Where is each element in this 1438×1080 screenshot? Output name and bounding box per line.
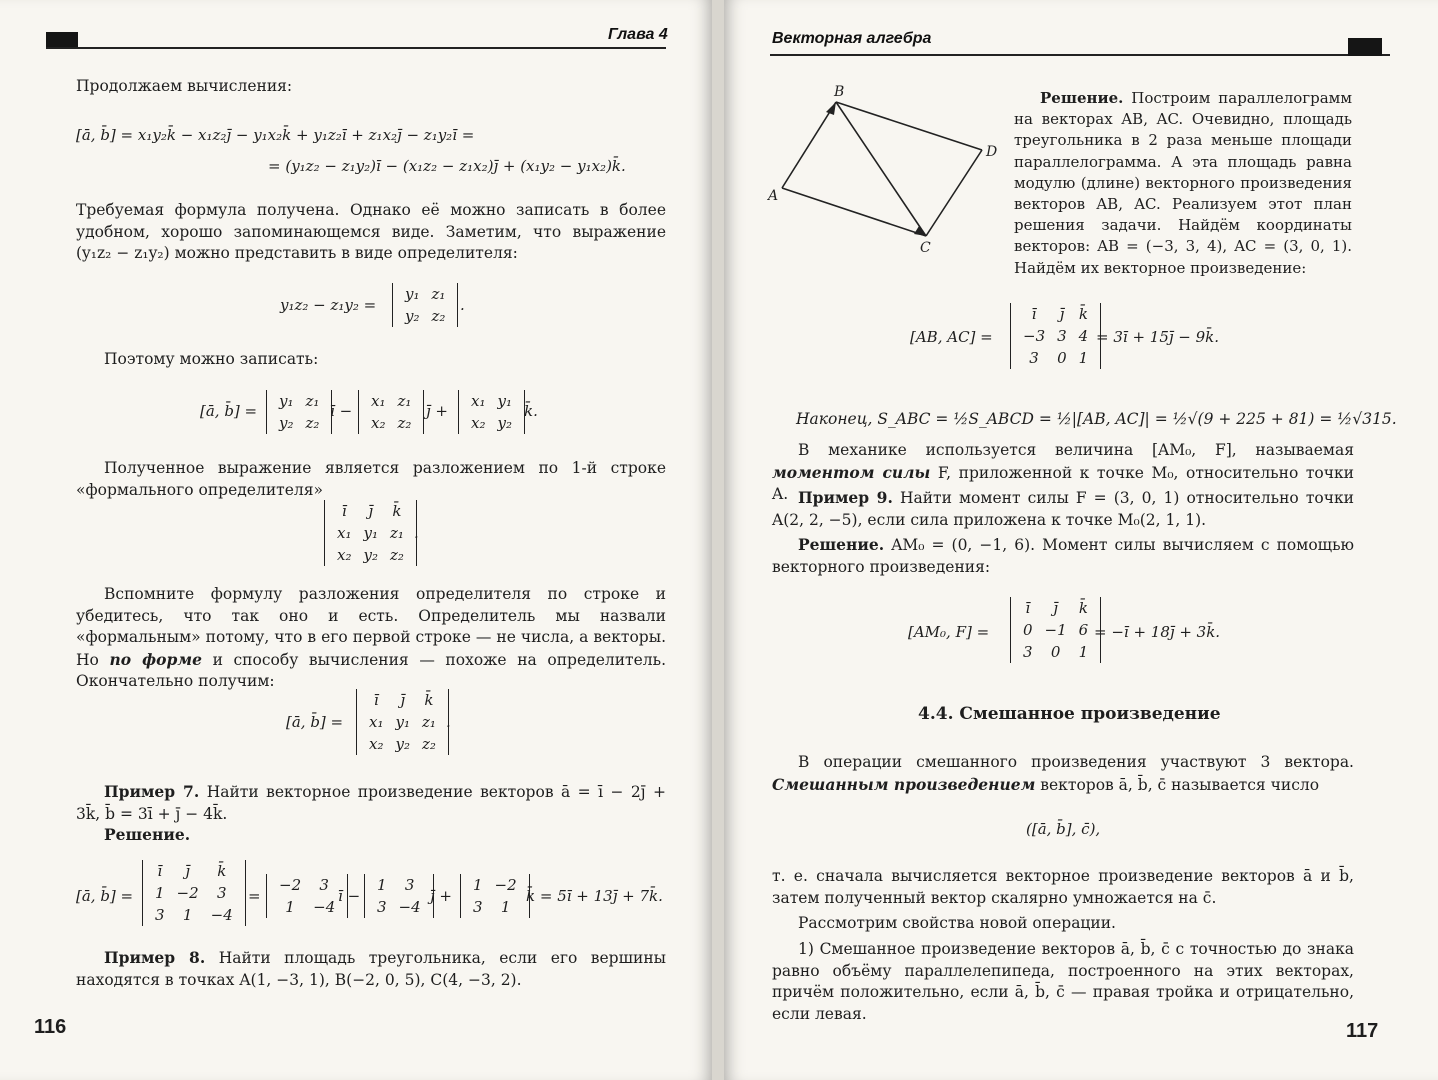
det-cell: y₁: [279, 392, 294, 410]
paragraph-example-8: [76, 947, 666, 991]
equation-5-j: j̄ +: [430, 887, 452, 905]
moment-emphasis: моментом силы: [772, 462, 931, 482]
det-cell: −4: [210, 906, 233, 924]
equation-4-lhs: [ā, b̄] =: [286, 713, 344, 731]
det-cell: y₁: [395, 713, 410, 731]
det-cell: x₁: [471, 392, 486, 410]
recall-text-1: Вспомните формулу разложения определителя по строке и убедитесь, что так оно и есть. Определитель мы назвали «формальным» потому, что в его первой строке — не числа, а векторы. Но: [76, 585, 666, 669]
det-cell: x₁: [369, 713, 384, 731]
edge-bd: [836, 102, 982, 150]
det-cell: j̄: [400, 691, 406, 709]
det-cell: x₂: [369, 735, 384, 753]
determinant-table: [149, 860, 239, 926]
determinant-minor-2: [358, 390, 424, 434]
det-cell: y₂: [279, 414, 294, 432]
det-cell: −4: [313, 898, 336, 916]
det-cell: z₂: [397, 414, 412, 432]
det-cell: −4: [398, 898, 421, 916]
header-marker-right: [1348, 38, 1382, 56]
det-cell: 1: [500, 898, 511, 916]
det-cell: 3: [377, 898, 387, 916]
example-8-text: Найти площадь треугольника, если его вершины находятся в точках A(1, −3, 1), B(−2, 0, 5), C(4, −3, 2).: [76, 949, 666, 989]
det-cell: 1: [1078, 349, 1089, 367]
det-cell: z₂: [431, 307, 446, 325]
det-cell: j̄: [185, 862, 190, 880]
determinant-minor-1: [266, 390, 332, 434]
example-9-text: Найти момент силы F = (3, 0, 1) относительно точки A(2, 2, −5), если сила приложена к точке M₀(2, 1, 1).: [772, 489, 1354, 529]
page-number-left: 116: [34, 1016, 67, 1038]
det-cell: 0: [1023, 621, 1033, 639]
edge-ab: [782, 102, 836, 188]
equation-cross-lhs: [AB, AC] =: [910, 328, 993, 346]
det-cell: 0: [1057, 349, 1067, 367]
equation-moment-lhs: [AM₀, F] =: [908, 623, 990, 641]
equation-5-result: k̄ = 5ī + 13j̄ + 7k̄.: [526, 887, 663, 905]
paragraph-recall: [76, 584, 666, 693]
paragraph-formula: Требуемая формула получена. Однако её можно записать в более удобном, хорошо запоминающемся виде. Заметим, что выражение (y₁z₂ − z₁y₂) можно представить в виде определителя:: [76, 201, 666, 262]
recall-text-2: и способу вычисления — похоже на определитель. Окончательно получим:: [76, 650, 666, 690]
parallelogram-diagram: [764, 82, 1014, 262]
det-cell: k̄: [1078, 305, 1088, 323]
det-cell: 3: [1023, 643, 1033, 661]
equation-1-line-2: = (y₁z₂ − z₁y₂)ī − (x₁z₂ − z₁x₂)j̄ + (x₁y₂ − y₁x₂)k̄.: [268, 157, 626, 175]
det-cell: 4: [1078, 327, 1089, 345]
det-cell: z₁: [431, 285, 446, 303]
equation-5-eq: =: [248, 887, 261, 905]
section-title: 4.4. Смешанное произведение: [918, 704, 1221, 724]
det-cell: z₁: [389, 524, 404, 542]
det-cell: −2: [176, 884, 199, 902]
det-cell: j̄: [368, 502, 374, 520]
det-cell: z₁: [421, 713, 436, 731]
edge-dc: [926, 150, 982, 236]
det-cell: 1: [1078, 643, 1089, 661]
det-cell: 1: [285, 898, 295, 916]
det-cell: ī: [1031, 305, 1037, 323]
determinant-moment: [1010, 597, 1101, 663]
paragraph-solution-8: [1014, 88, 1352, 279]
det-cell: z₂: [421, 735, 436, 753]
determinant-table: [465, 390, 518, 434]
det-cell: 1: [473, 876, 483, 894]
mixed-formula: ([ā, b̄], c̄),: [1026, 820, 1101, 838]
det-cell: x₂: [471, 414, 486, 432]
moment-text-2: F, приложенной к точке M₀, относительно точки A.: [772, 463, 1354, 503]
det-cell: y₂: [497, 414, 512, 432]
det-cell: z₂: [389, 546, 404, 564]
arrow-head-ab: [826, 102, 836, 115]
determinant-table: [1017, 597, 1094, 663]
det-cell: k̄: [392, 502, 402, 520]
det-cell: −1: [1044, 621, 1067, 639]
det-cell: 6: [1078, 621, 1089, 639]
example-7-text: Найти векторное произведение векторов ā = ī − 2j̄ + 3k̄, b̄ = 3ī + j̄ − 4k̄.: [76, 783, 666, 823]
recall-emphasis: по форме: [109, 649, 202, 669]
det-cell: ī: [157, 862, 163, 880]
det-cell: 1: [182, 906, 193, 924]
solution-9-text: AM₀ = (0, −1, 6). Момент силы вычисляем с помощью векторного произведения:: [772, 536, 1354, 576]
det-cell: x₁: [337, 524, 352, 542]
determinant-example-7-minor-2: [364, 874, 434, 918]
paragraph-therefore: Поэтому можно записать:: [104, 350, 319, 368]
equation-3-k: k̄.: [524, 402, 538, 420]
det-cell: −2: [279, 876, 302, 894]
determinant-final: [356, 689, 449, 755]
det-cell: k̄: [217, 862, 227, 880]
page-right: [724, 0, 1438, 1080]
label-a: A: [768, 188, 779, 204]
equation-1-line-1: [ā, b̄] = x₁y₂k̄ − x₁z₂j̄ − y₁x₂k̄ + y₁z₂ī + z₁x₂j̄ − z₁y₂ī =: [76, 126, 475, 144]
det-cell: x₂: [371, 414, 386, 432]
example-8-label: Пример 8.: [104, 948, 206, 967]
det-cell: x₁: [371, 392, 386, 410]
page-number-right: 117: [1346, 1020, 1379, 1042]
mixed-text-2: векторов ā, b̄, c̄ называется число: [1040, 775, 1320, 794]
determinant-table: [371, 874, 427, 918]
equation-3-lhs: [ā, b̄] =: [200, 402, 258, 420]
determinant-table: [273, 390, 325, 434]
determinant-cross: [1010, 303, 1101, 369]
mixed-text-1: В операции смешанного произведения участвуют 3 вектора.: [798, 753, 1354, 771]
header-marker-left: [46, 32, 78, 48]
determinant-example-7: [142, 860, 246, 926]
header-rule-left: [46, 47, 666, 49]
paragraph-solution-9: [772, 534, 1354, 578]
determinant-example-7-minor-1: [266, 874, 348, 918]
determinant-table: [1017, 303, 1094, 369]
det-cell: 1: [155, 884, 165, 902]
det-cell: k̄: [424, 691, 434, 709]
determinant-2x2: [392, 283, 458, 327]
det-cell: 3: [1057, 327, 1067, 345]
example-9-label: Пример 9.: [798, 488, 893, 507]
det-cell: ī: [1025, 599, 1031, 617]
paragraph-properties: Рассмотрим свойства новой операции.: [798, 914, 1116, 932]
moment-text-1: В механике используется величина [AM₀, F], называемая: [798, 441, 1354, 459]
det-cell: y₁: [405, 285, 420, 303]
det-cell: 3: [404, 876, 415, 894]
det-cell: j̄: [1059, 305, 1065, 323]
determinant-table: [467, 874, 523, 918]
equation-3-j: j̄ +: [426, 402, 448, 420]
equation-5-lhs: [ā, b̄] =: [76, 887, 134, 905]
det-cell: y₂: [363, 546, 378, 564]
det-cell: ī: [373, 691, 379, 709]
det-cell: −3: [1023, 327, 1046, 345]
diagonal-bc: [836, 102, 926, 236]
solution-8-text: Построим параллелограмм на векторах AB, AC. Очевидно, площадь треугольника в 2 раза меньше площади параллелограмма. А эта площадь равна модулю (длине) векторного произведения векторов AB, AC. Реализуем этот план решения задачи. Найдём координаты векторов: AB = (−3, 3, 4), AC = (3, 0, 1). Найдём их векторное произведение:: [1014, 89, 1352, 277]
det-cell: j̄: [1053, 599, 1058, 617]
paragraph-continue: Продолжаем вычисления:: [76, 77, 293, 95]
equation-5-i: ī −: [338, 887, 361, 905]
det-cell: k̄: [1078, 599, 1088, 617]
page-left: [0, 0, 712, 1080]
determinant-minor-3: [458, 390, 525, 434]
det-cell: 0: [1050, 643, 1061, 661]
solution-7-label: Решение.: [104, 825, 191, 844]
determinant-table: [331, 500, 410, 566]
det-cell: z₁: [397, 392, 412, 410]
det-cell: 3: [473, 898, 483, 916]
arrow-head-ac: [914, 226, 926, 236]
paragraph-mixed-definition: [772, 752, 1354, 796]
equation-moment-rhs: = −ī + 18j̄ + 3k̄.: [1094, 623, 1221, 641]
label-b: B: [834, 84, 845, 100]
solution-8-label: Решение.: [1040, 89, 1124, 107]
label-d: D: [986, 144, 998, 160]
equation-2-lhs: y₁z₂ − z₁y₂ =: [280, 296, 377, 314]
label-c: C: [920, 240, 931, 256]
equation-4-period: .: [446, 713, 451, 731]
det-cell: y₁: [363, 524, 378, 542]
paragraph-example-7: [76, 781, 666, 825]
det-cell: 1: [377, 876, 387, 894]
det-cell: ī: [341, 502, 347, 520]
paragraph-property-1: 1) Смешанное произведение векторов ā, b̄, c̄ с точностью до знака равно объёму параллелепипеда, построенного на этих векторах, причём положительно, если ā, b̄, c̄ — правая тройка и отрицательно, если левая.: [772, 940, 1354, 1023]
equation-cross-rhs: = 3ī + 15j̄ − 9k̄.: [1096, 328, 1220, 346]
book-gutter: [712, 0, 724, 1080]
determinant-table: [363, 689, 442, 755]
mixed-emphasis: Смешанным произведением: [772, 774, 1036, 794]
equation-area: Наконец, S_ABC = ½S_ABCD = ½|[AB, AC]| = ½√(9 + 225 + 81) = ½√315.: [796, 410, 1397, 428]
solution-9-label: Решение.: [798, 535, 885, 554]
example-7-label: Пример 7.: [104, 782, 200, 801]
paragraph-expansion: Полученное выражение является разложением по 1-й строке «формального определителя»: [76, 459, 666, 499]
edge-ca: [782, 188, 926, 236]
determinant-table: [365, 390, 417, 434]
determinant-table: [273, 874, 341, 918]
parallelogram-lines: [782, 102, 982, 236]
header-title-right: Векторная алгебра: [772, 30, 932, 47]
determinant-example-7-minor-3: [460, 874, 530, 918]
det-cell: 3: [319, 876, 329, 894]
det-cell: x₂: [337, 546, 352, 564]
det-cell: 3: [155, 906, 165, 924]
header-rule-right: [770, 54, 1390, 56]
det-cell: y₂: [405, 307, 420, 325]
determinant-table: [399, 283, 451, 327]
equation-3-i: ī −: [330, 402, 353, 420]
header-title-left: Глава 4: [608, 26, 668, 43]
det-cell: y₂: [395, 735, 410, 753]
equation-2-period: .: [460, 296, 465, 314]
det-cell: −2: [494, 876, 517, 894]
det-cell: 3: [216, 884, 227, 902]
paragraph-example-9: [772, 487, 1354, 531]
paragraph-mixed-explanation: т. е. сначала вычисляется векторное произведение векторов ā и b̄, затем полученный вектор скалярно умножается на c̄.: [772, 867, 1354, 907]
det-cell: 3: [1029, 349, 1039, 367]
determinant-formal: [324, 500, 417, 566]
det-cell: y₁: [497, 392, 512, 410]
det-cell: z₁: [305, 392, 320, 410]
formal-det-period: .: [414, 524, 419, 542]
det-cell: z₂: [305, 414, 320, 432]
